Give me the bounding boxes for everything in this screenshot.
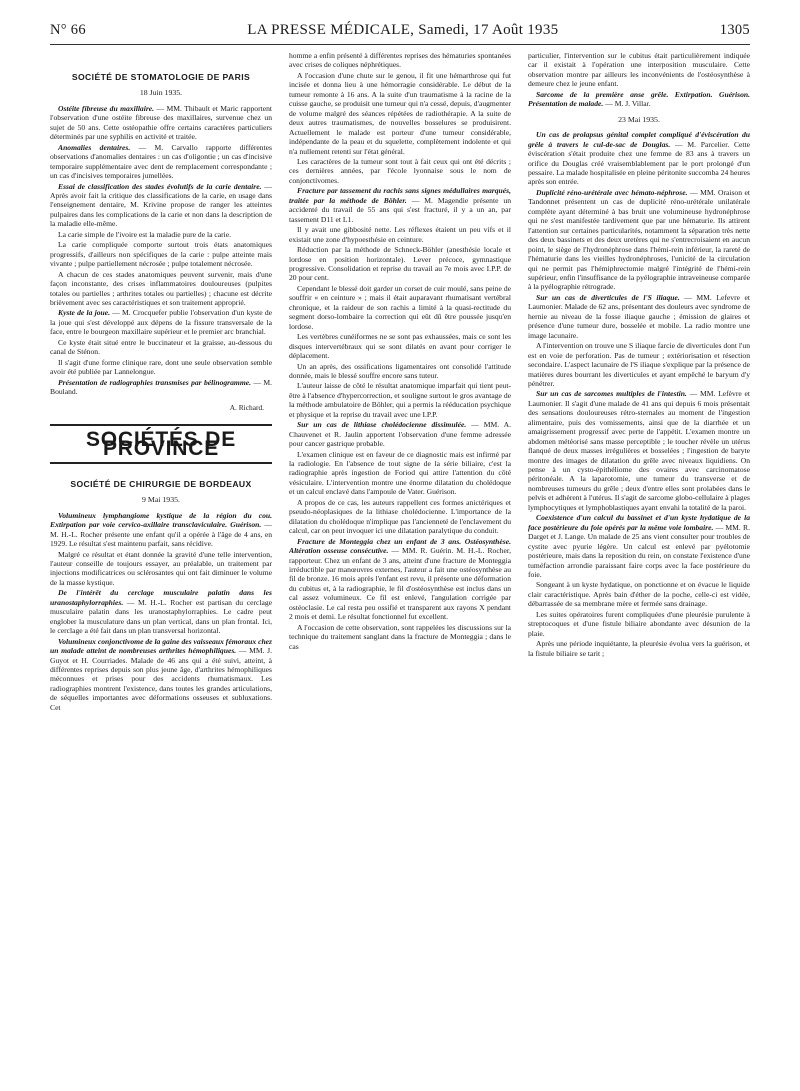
- column-2: [289, 51, 511, 1091]
- page-header: [50, 22, 750, 45]
- paragraph: [528, 130, 750, 187]
- paragraph-heading: Sarcome de la première anse grêle. Extirpation. Guérison. Présentation de malade.: [528, 89, 750, 109]
- paragraph: [289, 420, 511, 448]
- paragraph: [289, 537, 511, 622]
- paragraph: [528, 90, 750, 109]
- paragraph-text: — MM. A. Chauvenet et R. Jaulin apportent l'observation d'une femme adressée pour cancer gastrique probable.: [289, 420, 511, 449]
- paragraph: Il s'agit d'une forme clinique rare, dont une seule observation semble avoir été publiée par Lannelongue.: [50, 357, 272, 377]
- big-section-title: SOCIÉTÉS DE PROVINCE: [50, 424, 272, 464]
- paragraph-heading: Anomalies dentaires.: [58, 142, 131, 152]
- paragraph-heading: Sur un cas de diverticules de l'S iliaque.: [536, 292, 680, 302]
- paragraph-text: — M. J. Villar.: [603, 99, 651, 109]
- section-date: 18 Juin 1935.: [139, 88, 183, 98]
- paragraph: A l'intervention on trouve une S iliaque farcie de diverticules dont l'un est en voie de perforation. Pas de tumeur ; extériorisation et résection secondaire. L'aspect lacunaire de l'S iliaque s'explique par la présence de matières dures bourrant les diverticules et ayant empêché le baryum d'y pénétrer.: [528, 341, 750, 388]
- paragraph: homme a enfin présenté à différentes reprises des hématuries spontanées avec crises de coliques néphrétiques.: [289, 51, 511, 70]
- paragraph: Les caractères de la tumeur sont tout à fait ceux qui ont été décrits ; ces dernières années, par l'école lyonnaise sous le nom de conjonctivomes.: [289, 156, 511, 185]
- paragraph: [528, 188, 750, 292]
- paragraph-heading: Sur un cas de lithiase cholédocienne dissimulée.: [297, 420, 467, 430]
- paragraph: Ce kyste était situé entre le buccinateur et la graisse, au-dessous du canal de Sténon.: [50, 337, 272, 357]
- paragraph-text: — MM. Thibault et Maric rapportent l'observation d'une ostéite fibreuse des maxillaires, survenue chez un sujet de 50 ans. Cette ostéopathie offre certains caractères particuliers déterminés par une syphilis en activité et traitée.: [50, 103, 272, 142]
- paragraph-text: — M. H.-L. Rocher présente une enfant qu'il a opérée à l'âge de 4 ans, en 1929. Le résultat s'est maintenu parfait, sans récidive.: [50, 520, 272, 549]
- paragraph-heading: Sur un cas de sarcomes multiples de l'intestin.: [536, 389, 687, 399]
- paragraph-text: — M. H.-L. Rocher est partisan du cerclage musculaire palatin dans les uranostaphylorraphies. Le cadre peut englober la musculature dans un plan vertical, dans un plan frontal. Ici, le cerclage a été fait dans un plan transversal horizontal.: [50, 597, 272, 636]
- paragraph: Il y avait une gibbosité nette. Les réflexes étaient un peu vifs et il existait une zone d'hypoesthésie en ceinture.: [289, 225, 511, 244]
- paragraph-heading: Essai de classification des stades évolutifs de la carie dentaire.: [58, 181, 262, 191]
- section-title: SOCIÉTÉ DE CHIRURGIE DE BORDEAUX: [70, 478, 252, 489]
- paragraph-heading: Volumineux lymphangiome kystique de la région du cou. Extirpation par voie cervico-axillaire transclaviculaire. Guérison.: [50, 510, 272, 530]
- paragraph-text: — MM. Oraison et Tandonnet présentent un cas de duplicité réno-urétérale unilatérale complète ayant déterminé à bas bruit une volumineuse hydronéphrose qui ne s'est manifestée tardivement que par une hématurie. Ils attirent l'attention sur certaines particularités, notamment la séparation très nette des deux bassinets et des deux uretères qui ne s'entrecroisaient en aucun point, le siège de l'hydronéphrose dans l'hémi-rein inférieur, la rareté de l'hématurie dans les vieilles hydronéphroses, l'unicité de la circulation qui ne permit pas l'hémiphrectomie malgré l'intégrité de l'hémi-rein supérieur, enfin l'insuffisance de la pyélographie intraveineuse comparée à la pyélographie rétrograde.: [528, 187, 750, 292]
- paragraph-heading: Ostéite fibreuse du maxillaire.: [58, 103, 155, 113]
- paragraph: La carie compliquée comporte surtout trois états anatomiques progressifs, d'ailleurs non spécifiques de la carie : pulpe atteinte mais vivante ; pulpe partiellement nécrosée ; pulpe totalement nécrosée.: [50, 240, 272, 269]
- paragraph: A l'occasion de cette observation, sont rappelées les discussions sur la technique du traitement sanglant dans la fracture de Monteggia ; dans le cas: [289, 622, 511, 651]
- paragraph-text: — MM. Lefèvre et Laumonier. Il s'agit d'une malade de 41 ans qui depuis 6 mois présentait des sensations douloureuses rétro-sternales au moment de l'ingestion alimentaire, puis des vomissements, ainsi que de la diarrhée et un amaigrissement progressif avec perte de l'appétit. L'examen montre un abdomen météorisé sans masse perceptible ; le toucher révèle un utérus flanqué de deux masses irrégulières et bosselées ; l'ingestion de baryte montre des images de dilatation du grêle avec niveaux liquidiens. On pense à un cysto-épithéliome des ovaires avec carcinomatose péritonéale. A la laparotomie, une tumeur du transverse et de nombreuses tumeurs du grêle ; deux d'entre elles sont prolabées dans le pelvis et adhèrent à l'utérus. Il s'agit de sarcome globo-cellulaire à plages lymphocytiques et lymphoblastiques ayant envahi la totalité de la paroi.: [528, 389, 750, 512]
- section-date: 9 Mai 1935.: [142, 495, 180, 505]
- paragraph: [50, 182, 272, 229]
- text-columns: [50, 51, 750, 1091]
- paragraph: L'examen clinique est en faveur de ce diagnostic mais est infirmé par la radiologie. En l'absence de tout signe de la série biliaire, c'est la radiographie après ingestion de Foriod qui attire l'attention du côté vésiculaire. L'intervention montre une énorme dilatation du cholédoque et un calcul enclavé dans l'ampoule de Vater. Guérison.: [289, 449, 511, 497]
- column-1: [50, 51, 272, 1091]
- paragraph: [528, 513, 750, 579]
- paragraph-text: — M. Crocquefer publie l'observation d'un kyste de la joue qui s'est développé aux dépens de la fissure transversale de la face, entre le bourgeon maxillaire supérieur et le premier arc branchial.: [50, 308, 272, 337]
- paragraph-heading: Un cas de prolapsus génital complet compliqué d'éviscération du grêle à travers le cul-de-sac de Douglas.: [528, 130, 750, 149]
- paragraph: Un an après, des ossifications ligamentaires ont consolidé l'attitude donnée, mais le blessé souffre encore sans tuteur.: [289, 361, 511, 380]
- paragraph: [528, 389, 750, 512]
- paragraph: L'auteur laisse de côté le résultat anatomique imparfait qui tient peut-être à l'absence d'hypercorrection, et souligne surtout le gros avantage de la méthode ambulatoire de Böhler, qui a permis la rééducation psychique et physique et la reprise du travail avec une I.P.P.: [289, 381, 511, 419]
- issue-number: N° 66: [50, 22, 86, 38]
- paragraph-heading: Coexistence d'un calcul du bassinet et d'un kyste hydatique de la face postérieure du foie opérés par la même voie lombaire.: [528, 513, 750, 532]
- paragraph-text: — M. Carvallo rapporte différentes observations d'anomalies dentaires : un cas d'oligontie ; un cas d'incisive temporaire supplémentaire avec dent de remplacement correspondante ; un cas d'incisives temporaires jumellées.: [50, 142, 272, 181]
- paragraph-text: — Après avoir fait la critique des classifications de la carie, en usage dans l'enseignement dentaire, M. Krivine propose de ranger les atteintes pulpaires dans les complications de la carie et non dans la description de la maladie elle-même.: [50, 181, 272, 229]
- paragraph: [289, 186, 511, 224]
- paragraph: Après une période inquiétante, la pleurésie évolua vers la guérison, et la fistule biliaire se tarit ;: [528, 639, 750, 658]
- column-3: [528, 51, 750, 1091]
- paragraph: Cependant le blessé doit garder un corset de cuir moulé, sans peine de souffrir « en ceinture » ; mais il était auparavant rhumatisant vertébral chronique, et la raideur de son rachis a limité à la quasi-rectitude du segment dorso-lombaire la correction qui eût dû être poussée jusqu'en lordose.: [289, 283, 511, 331]
- paragraph: Les suites opératoires furent compliquées d'une pleurésie purulente à streptocoques et d'une fistule biliaire abondante avec désunion de la plaie.: [528, 609, 750, 638]
- paragraph: Songeant à un kyste hydatique, on ponctionne et on évacue le liquide clair caractéristique. Après bain d'éther de la poche, celle-ci est vidée, débarrassée de sa membrane mère et fermée sans drainage.: [528, 580, 750, 609]
- paragraph: La carie simple de l'ivoire est la maladie pure de la carie.: [58, 229, 231, 239]
- paragraph: [50, 378, 272, 397]
- paragraph-text: — MM. J. Guyot et H. Courriades. Malade de 46 ans qui a été suivi, atteint, à différentes reprises depuis son plus jeune âge, d'arthrites hémophiliques méconnues et prises pour des accidents rhumatismaux. Les radiographies montrent l'existence, dans toutes les grandes articulations, de séquelles importantes avec déformations osseuses et subluxations. Cet: [50, 646, 272, 712]
- paragraph: [50, 104, 272, 142]
- paragraph-heading: Volumineux conjonctivome de la gaine des vaisseaux fémoraux chez un malade atteint de nombreuses arthrites hémophiliques.: [50, 636, 272, 656]
- paragraph: A chacun de ces stades anatomiques peuvent survenir, mais d'une façon inconstante, des crises inflammatoires douloureuses (pulpites totales ou partielles ; arthrites totales ou partielles) ; chacune est décrite brièvement avec ses caractéristiques et son traitement approprié.: [50, 269, 272, 307]
- paragraph-heading: Fracture de Monteggia chez un enfant de 3 ans. Ostéosynthèse. Altération osseuse consécutive.: [289, 536, 511, 556]
- paragraph-heading: Duplicité réno-urétérale avec hémato-néphrose.: [536, 187, 688, 197]
- paragraph-heading: Présentation de radiographies transmises par bélinogramme.: [58, 377, 252, 387]
- page-number: 1305: [719, 22, 750, 38]
- paragraph-heading: De l'intérêt du cerclage musculaire palatin dans les uranostaphylorraphies.: [50, 588, 272, 607]
- paragraph-text: — M. Bouland.: [50, 377, 272, 397]
- paragraph-text: — M. Magendie présente un accidenté du travail de 55 ans qui s'est fracturé, il y a un an, par tassement D11 et L1.: [289, 195, 511, 224]
- paragraph: [50, 143, 272, 181]
- paragraph: Malgré ce résultat et étant donnée la gravité d'une telle intervention, l'auteur conseille de toujours essayer, au préalable, un traitement par injections modificatrices ou sclérosantes qui ont fait diminuer le volume de la masse kystique.: [50, 549, 272, 587]
- paragraph: particulier, l'intervention sur le cubitus était particulièrement indiquée car il existait à l'opération une interposition musculaire. Cette observation montre par ailleurs les inconvénients de l'ostéosynthèse à demeure chez le jeune enfant.: [528, 51, 750, 89]
- paragraph: [50, 511, 272, 549]
- paragraph: [50, 588, 272, 635]
- paragraph: Réduction par la méthode de Schneck-Böhler (anesthésie locale et lordose en position horizontale). Lever précoce, gymnastique progressive. Consolidation et reprise du travail au 7e mois avec I.P.P. de 20 pour cent.: [289, 245, 511, 283]
- paragraph: A l'occasion d'une chute sur le genou, il fit une hémarthrose qui fut incisée et donna lieu à une hémorragie considérable. Le début de la tumeur remonte à 16 ans. A la suite d'un traumatisme à la racine de la cuisse gauche, se produisit une tumeur qui n'a cessé, depuis, d'augmenter de volume malgré des séances répétées de radiothérapie. A la suite de deux autres traumatismes, de nouvelles bosselures se produisirent. Actuellement le malade est porteur d'une tumeur considérable, indépendante de la peau et du squelette, complètement indolente et qui n'a nullement retenti sur l'état général.: [289, 70, 511, 156]
- section-date: 23 Mai 1935.: [618, 114, 660, 124]
- paragraph-text: — M. Parcelier. Cette éviscération s'était produite chez une femme de 83 ans à travers un orifice du Douglas créé vraisemblablement par le port prolongé d'un pessaire. La malade hospitalisée en pleine péritonite succomba 24 heures après son entrée.: [528, 139, 750, 187]
- author-signature: A. Richard.: [229, 402, 264, 412]
- journal-title: LA PRESSE MÉDICALE, Samedi, 17 Août 1935: [247, 22, 559, 38]
- paragraph-text: — MM. R. Darget et J. Lange. Un malade de 25 ans vient consulter pour troubles de cystite avec pyurie légère. Un calcul est enlevé par pyélotomie postérieure, mais dans la reposition du rein, on constate l'existence d'une tuméfaction arrondie paraissant faire corps avec la face postérieure du foie.: [528, 522, 750, 580]
- section-title: SOCIÉTÉ DE STOMATOLOGIE DE PARIS: [71, 72, 251, 82]
- paragraph-text: — MM. Lefevre et Laumonier. Malade de 62 ans, présentant des douleurs avec syndrome de hernie au niveau de la fosse iliaque gauche ; émission de glaires et présence d'une tumeur dure, bosselée et mobile. La radio montre une image lacunaire.: [528, 292, 750, 340]
- paragraph: [50, 637, 272, 713]
- paragraph: A propos de ce cas, les auteurs rappellent ces formes anictériques et pseudo-néoplasiques de la lithiase cholédocienne. L'importance de la dilatation du cholédoque n'implique pas l'ancienneté de l'enclavement du calcul, car on peut invoquer ici une dilatation paralytique du conduit.: [289, 497, 511, 536]
- paragraph: [50, 308, 272, 336]
- paragraph: Les vertèbres cunéiformes ne se sont pas exhaussées, mais ce sont les disques intervertébraux qui se sont dilatés en avant pour corriger le déplacement.: [289, 332, 511, 361]
- paragraph-heading: Fracture par tassement du rachis sans signes médullaires marqués, traitée par la méthode de Böhler.: [289, 186, 511, 205]
- paragraph-heading: Kyste de la joue.: [58, 308, 110, 318]
- paragraph: [528, 293, 750, 340]
- paragraph-text: — MM. R. Guérin. M. H.-L. Rocher, rapporteur. Chez un enfant de 3 ans, atteint d'une fracture de Monteggia irréductible par manœuvres externes, l'auteur a fait une ostéosynthèse au fil de bronze. 16 mois après l'enfant est revu, il présente une déformation du cubitus et, à la radiographie, le fil d'ostéosynthèse est inclus dans un cal assez volumineux. Ce fil est enlevé, l'angulation corrigée par ostéoclasie. Le cal resta peu ossifié et transparent aux rayons X pendant 2 mois et demi. Le résultat fonctionnel fut excellent.: [289, 546, 511, 622]
